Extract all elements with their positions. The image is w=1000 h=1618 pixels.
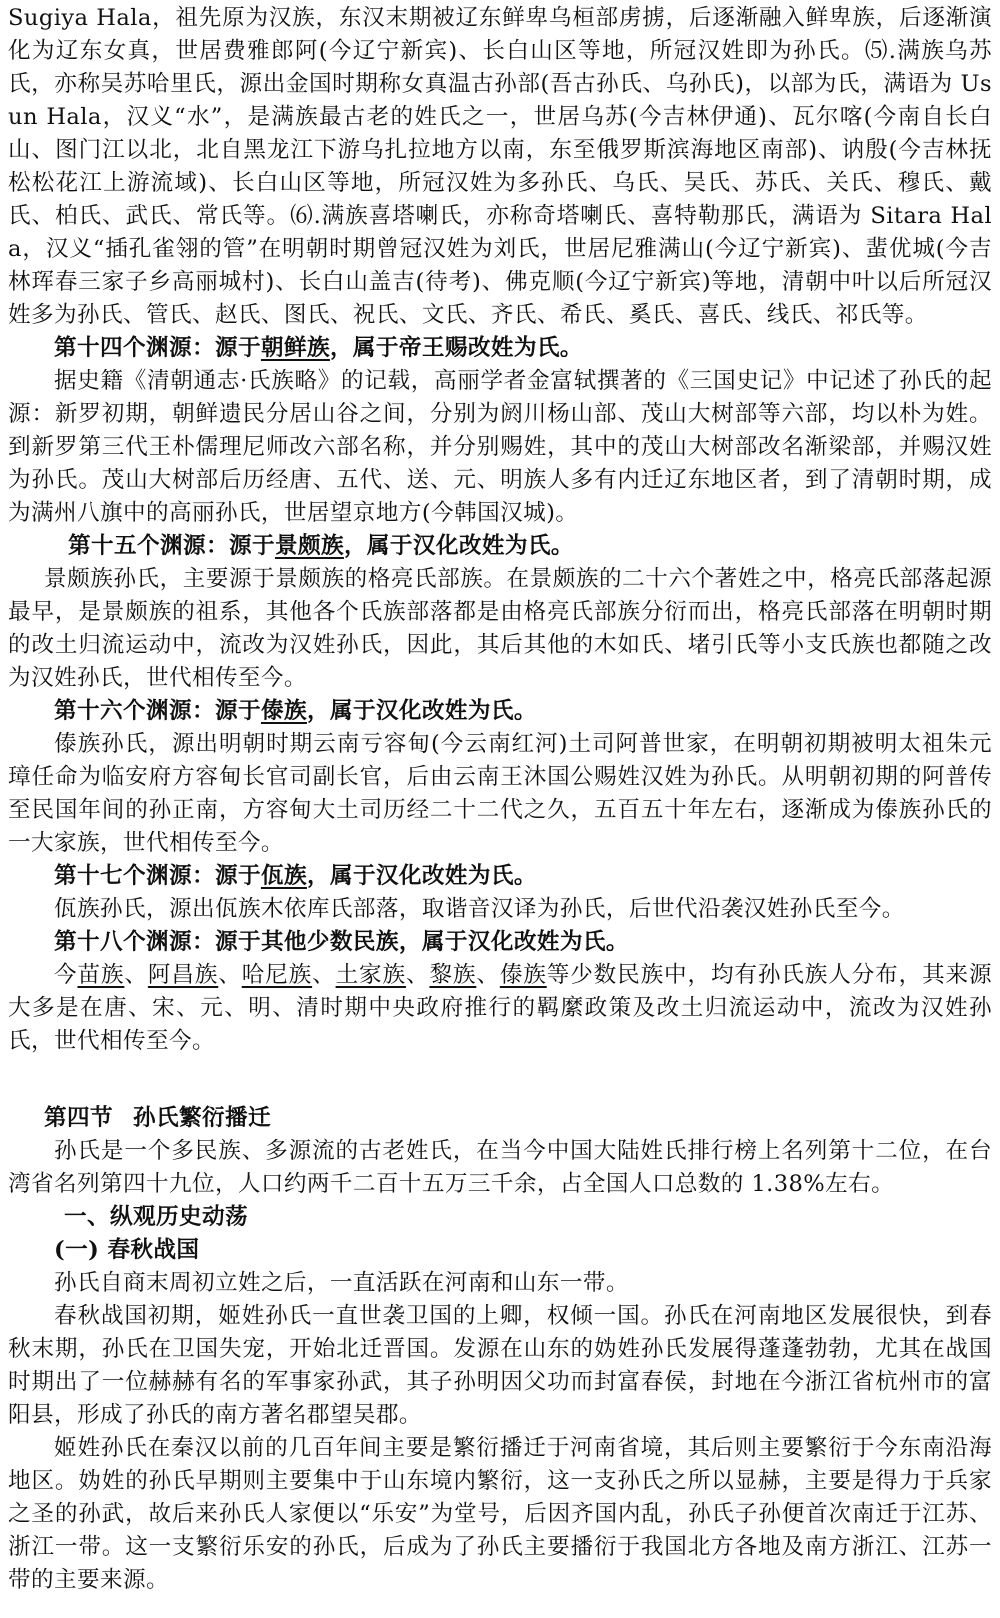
subheading-spring-autumn: (一) 春秋战国 <box>54 1237 200 1263</box>
heading-origin-18: 第十八个渊源：源于其他少数民族，属于汉化改姓为氏。 <box>54 929 629 955</box>
heading-origin-16 <box>8 695 992 728</box>
heading-origin-16-prefix: 第十六个渊源：源于 <box>54 698 261 724</box>
paragraph-spring-autumn-c: 姬姓孙氏在秦汉以前的几百年间主要是繁衍播迁于河南省境，其后则主要繁衍于今东南沿海地区。妫姓的孙氏早期则主要集中于山东境内繁衍，这一支孙氏之所以显赫，主要是得力于兵家之圣的孙武，故后来孙氏人家便以“乐安”为堂号，后因齐国内乱，孙氏子孙便首次南迁于江苏、浙江一带。这一支繁衍乐安的孙氏，后成为了孙氏主要播衍于我国北方各地及南方浙江、江苏一带的主要来源。 <box>8 1435 992 1593</box>
p18-sep-4: 、 <box>405 962 430 988</box>
heading-origin-14-prefix: 第十四个渊源：源于 <box>54 335 261 361</box>
heading-origin-14 <box>8 332 992 365</box>
p18-suffix: 等少数民族中，均有孙氏族人分布，其来源大多是在唐、宋、元、明、清时期中央政府推行的羁縻政策及改土归流运动中，流改为汉姓孙氏，世代相传至今。 <box>8 962 993 1054</box>
heading-origin-17-prefix: 第十七个渊源：源于 <box>54 863 261 889</box>
heading-origin-16-ethnic: 傣族 <box>260 698 307 724</box>
heading-origin-17-suffix: ，属于汉化改姓为氏。 <box>306 863 537 889</box>
heading-origin-15-suffix: ，属于汉化改姓为氏。 <box>343 533 574 559</box>
paragraph-origin-15: 景颇族孙氏，主要源于景颇族的格亮氏部族。在景颇族的二十六个著姓之中，格亮氏部落起源最早，是景颇族的祖系，其他各个氏族部落都是由格亮氏部族分衍而出，格亮氏部落在明朝时期的改土归流运动中，流改为汉姓孙氏，因此，其后其他的木如氏、堵引氏等小支氏族也都随之改为汉姓孙氏，世代相传至今。 <box>8 566 992 691</box>
heading-origin-15-ethnic: 景颇族 <box>274 533 344 559</box>
heading-origin-17 <box>8 860 992 893</box>
p18-sep-2: 、 <box>218 962 242 988</box>
paragraph-manchu-origins: Sugiya Hala，祖先原为汉族，东汉末期被辽东鲜卑乌桓部虏掳，后逐渐融入鲜卑族，后逐渐演化为辽东女真，世居费雅郎阿(今辽宁新宾)、长白山区等地，所冠汉姓即为孙氏。⑸.满族乌苏氏，亦称吴苏哈里氏，源出金国时期称女真温古孙部(吾古孙氏、乌孙氏)，以部为氏，满语为 Usun Hala，汉义“水”，是满族最古老的姓氏之一，世居乌苏(今吉林伊通)、瓦尔喀(今南自长白山、图门江以北，北自黑龙江下游乌扎拉地方以南，东至俄罗斯滨海地区南部)、讷殷(今吉林抚松松花江上游流域)、长白山区等地，所冠汉姓为多孙氏、乌氏、吴氏、苏氏、关氏、穆氏、戴氏、柏氏、武氏、常氏等。⑹.满族喜塔喇氏，亦称奇塔喇氏、喜特勒那氏，满语为 Sitara Hala，汉义“插孔雀翎的管”在明朝时期曾冠汉姓为刘氏，世居尼雅满山(今辽宁新宾)、蜚优城(今吉林珲春三家子乡高丽城村)、长白山盖吉(待考)、佛克顺(今辽宁新宾)等地，清朝中叶以后所冠汉姓多为孙氏、管氏、赵氏、图氏、祝氏、文氏、齐氏、希氏、奚氏、喜氏、线氏、祁氏等。 <box>8 5 992 328</box>
subheading-history-overview: 一、纵观历史动荡 <box>64 1204 248 1230</box>
heading-origin-15 <box>8 530 992 563</box>
ethnic-achang: 阿昌族 <box>147 962 219 988</box>
heading-origin-14-suffix: ，属于帝王赐改姓为氏。 <box>329 335 583 361</box>
ethnic-miao: 苗族 <box>77 962 125 988</box>
section-title <box>8 1102 992 1135</box>
paragraph-section-intro: 孙氏是一个多民族、多源流的古老姓氏，在当今中国大陆姓氏排行榜上名列第十二位，在台湾省名列第四十九位，人口约两千二百十五万三千余，占全国人口总数的 1.38%左右。 <box>8 1138 992 1197</box>
ethnic-li: 黎族 <box>429 962 477 988</box>
paragraph-spring-autumn-a: 孙氏自商末周初立姓之后，一直活跃在河南和山东一带。 <box>54 1270 629 1296</box>
section-name: 孙氏繁衍播迁 <box>132 1105 271 1131</box>
p18-sep-3: 、 <box>312 962 336 988</box>
paragraph-spring-autumn-b: 春秋战国初期，姬姓孙氏一直世袭卫国的上卿，权倾一国。孙氏在河南地区发展很快，到春秋末期，孙氏在卫国失宠，开始北迁晋国。发源在山东的妫姓孙氏发展得蓬蓬勃勃，尤其在战国时期出了一位赫赫有名的军事家孙武，其子孙明因父功而封富春侯，封地在今浙江省杭州市的富阳县，形成了孙氏的南方著名郡望吴郡。 <box>8 1303 992 1428</box>
heading-origin-14-ethnic: 朝鲜族 <box>260 335 330 361</box>
p18-sep-1: 、 <box>124 962 148 988</box>
paragraph-origin-17: 佤族孙氏，源出佤族木依库氏部落，取谐音汉译为孙氏，后世代沿袭汉姓孙氏至今。 <box>54 896 905 922</box>
section-number: 第四节 <box>44 1105 113 1131</box>
ethnic-hani: 哈尼族 <box>241 962 313 988</box>
heading-origin-16-suffix: ，属于汉化改姓为氏。 <box>306 698 537 724</box>
ethnic-dai: 傣族 <box>499 962 547 988</box>
paragraph-origin-18 <box>8 959 992 1058</box>
p18-sep-5: 、 <box>476 962 500 988</box>
ethnic-tujia: 土家族 <box>335 962 406 988</box>
heading-origin-17-ethnic: 佤族 <box>260 863 307 889</box>
paragraph-origin-16: 傣族孙氏，源出明朝时期云南亏容甸(今云南红河)土司阿普世家，在明朝初期被明太祖朱元璋任命为临安府方容甸长官司副长官，后由云南王沐国公赐姓汉姓为孙氏。从明朝初期的阿普传至民国年间的孙正南，方容甸大土司历经二十二代之久，五百五十年左右，逐渐成为傣族孙氏的一大家族，世代相传至今。 <box>8 731 992 856</box>
p18-prefix: 今 <box>54 962 78 988</box>
section-spacer <box>8 1058 992 1102</box>
paragraph-origin-14: 据史籍《清朝通志·氏族略》的记载，高丽学者金富轼撰著的《三国史记》中记述了孙氏的起源：新罗初期，朝鲜遗民分居山谷之间，分别为阏川杨山部、茂山大树部等六部，均以朴为姓。到新罗第三代王朴儒理尼师改六部名称，并分别赐姓，其中的茂山大树部改名渐梁部，并赐汉姓为孙氏。茂山大树部后历经唐、五代、送、元、明族人多有内迁辽东地区者，到了清朝时期，成为满州八旗中的高丽孙氏，世居望京地方(今韩国汉城)。 <box>8 368 992 526</box>
heading-origin-15-prefix: 第十五个渊源：源于 <box>68 533 275 559</box>
